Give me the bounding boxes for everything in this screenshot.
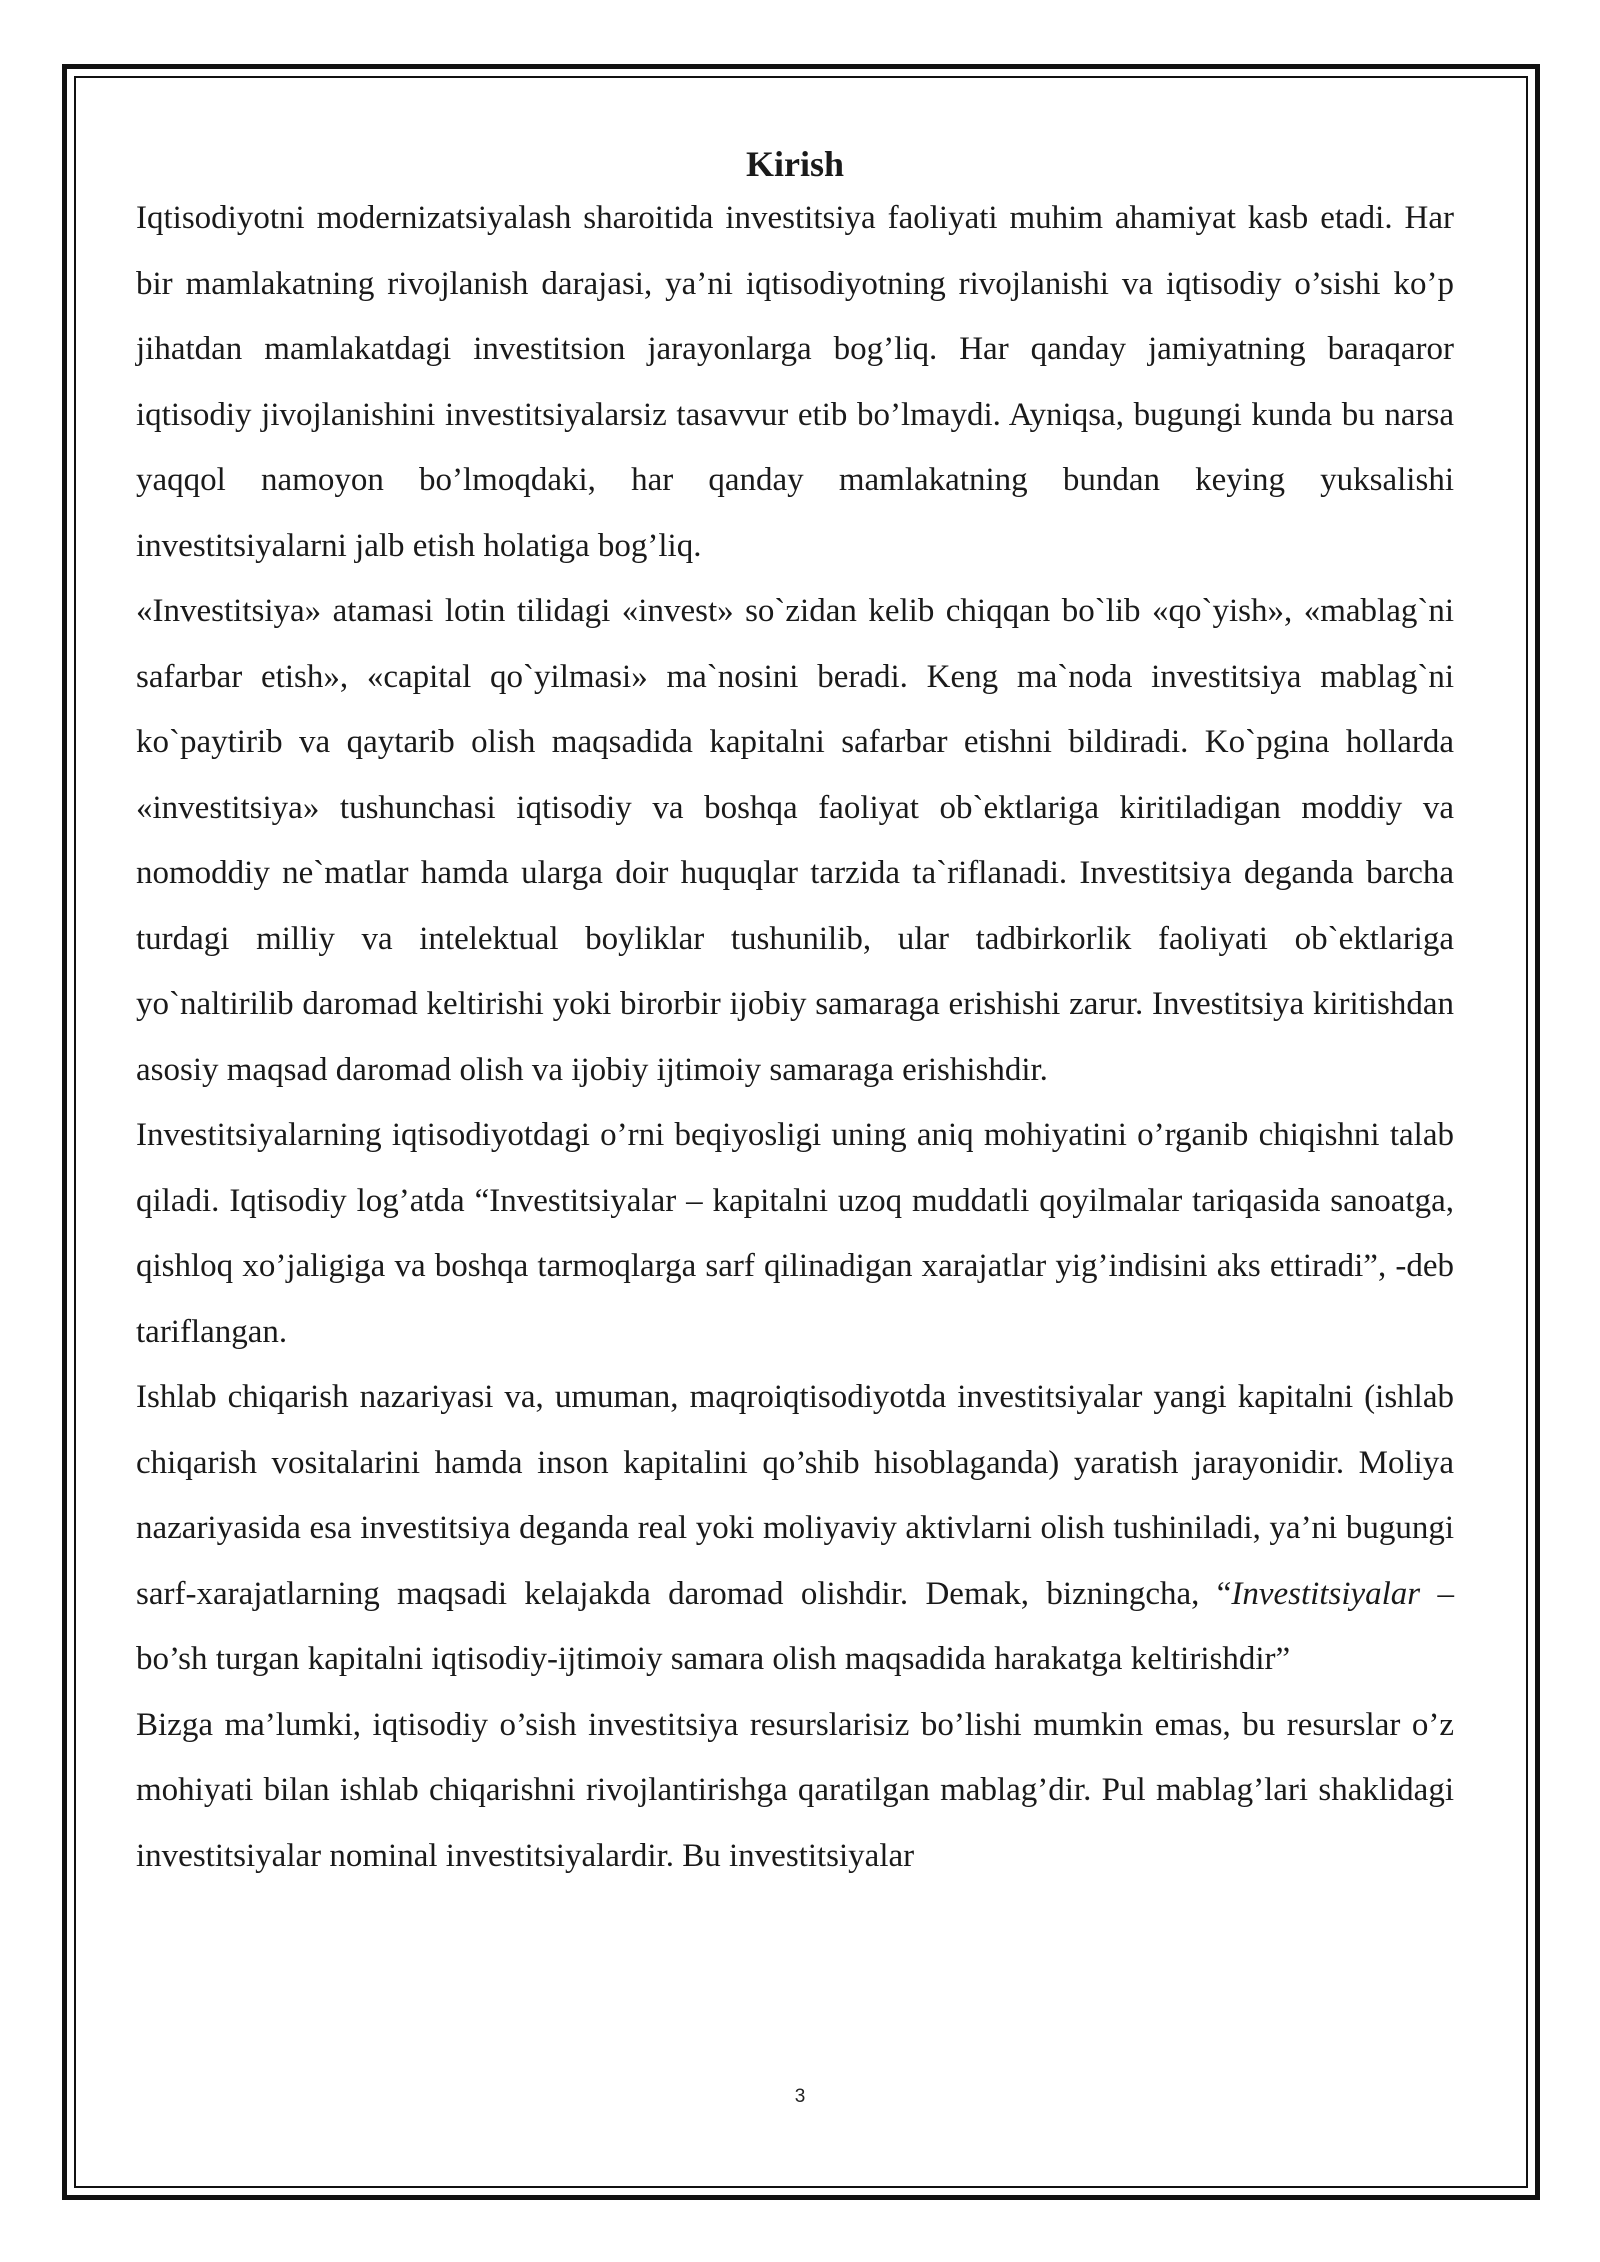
- paragraph-4-text-end: – bo’sh turgan kapitalni iqtisodiy-ijtimoiy samara olish maqsadida harakatga keltirishdir”: [136, 1575, 1454, 1677]
- paragraph-1: Iqtisodiyotni modernizatsiyalash sharoitida investitsiya faoliyati muhim ahamiyat kasb etadi. Har bir mamlakatning rivojlanish darajasi, ya’ni iqtisodiyotning rivojlanishi va iqtisodiy o’sishi ko’p jihatdan mamlakatdagi investitsion jarayonlarga bog’liq. Har qanday jamiyatning baraqaror iqtisodiy jivojlanishini investitsiyalarsiz tasavvur etib bo’lmaydi. Ayniqsa, bugungi kunda bu narsa yaqqol namoyon bo’lmoqdaki, har qanday mamlakatning bundan keying yuksalishi investitsiyalarni jalb etish holatiga bog’liq.: [136, 200, 1454, 564]
- paragraph-3: Investitsiyalarning iqtisodiyotdagi o’rni beqiyosligi uning aniq mohiyatini o’rganib chiqishni talab qiladi. Iqtisodiy log’atda “Investitsiyalar – kapitalni uzoq muddatli qoyilmalar tariqasida sanoatga, qishloq xo’jaligiga va boshqa tarmoqlarga sarf qilinadigan xarajatlar yig’indisini aks ettiradi”, -deb tariflangan.: [136, 1117, 1454, 1350]
- paragraph-2: «Investitsiya» atamasi lotin tilidagi «invest» so`zidan kelib chiqqan bo`lib «qo`yish», «mablag`ni safarbar etish», «capital qo`yilmasi» ma`nosini beradi. Keng ma`noda investitsiya mablag`ni ko`paytirib va qaytarib olish maqsadida kapitalni safarbar etishni bildiradi. Ko`pgina hollarda «investitsiya» tushunchasi iqtisodiy va boshqa faoliyat ob`ektlariga kiritiladigan moddiy va nomoddiy ne`matlar hamda ularga doir huquqlar tarzida ta`riflanadi. Investitsiya deganda barcha turdagi milliy va intelektual boyliklar tushunilib, ular tadbirkorlik faoliyati ob`ektlariga yo`naltirilib daromad keltirishi yoki birorbir ijobiy samaraga erishishi zarur. Investitsiya kiritishdan asosiy maqsad daromad olish va ijobiy ijtimoiy samaraga erishishdir.: [136, 593, 1454, 1088]
- paragraph-4-italic-term: Investitsiyalar: [1231, 1575, 1421, 1612]
- paragraph-5: Bizga ma’lumki, iqtisodiy o’sish investitsiya resurslarisiz bo’lishi mumkin emas, bu resurslar o’z mohiyati bilan ishlab chiqarishni rivojlantirishga qaratilgan mablag’dir. Pul mablag’lari shaklidagi investitsiyalar nominal investitsiyalardir. Bu investitsiyalar: [136, 1706, 1454, 1874]
- paragraph-4-text-start: Ishlab chiqarish nazariyasi va, umuman, maqroiqtisodiyotda investitsiyalar yangi kapitalni (ishlab chiqarish vositalarini hamda inson kapitalini qo’shib hisoblaganda) yaratish jarayonidir. Moliya nazariyasida esa investitsiya deganda real yoki moliyaviy aktivlarni olish tushiniladi, ya’ni bugungi sarf-xarajatlarning maqsadi kelajakda daromad olishdir. Demak, bizningcha, “: [136, 1379, 1454, 1612]
- paragraph-4: [136, 1365, 1454, 1693]
- document-body: [136, 142, 1454, 1889]
- page-number: 3: [794, 2086, 806, 2107]
- page-title: Kirish: [745, 144, 844, 184]
